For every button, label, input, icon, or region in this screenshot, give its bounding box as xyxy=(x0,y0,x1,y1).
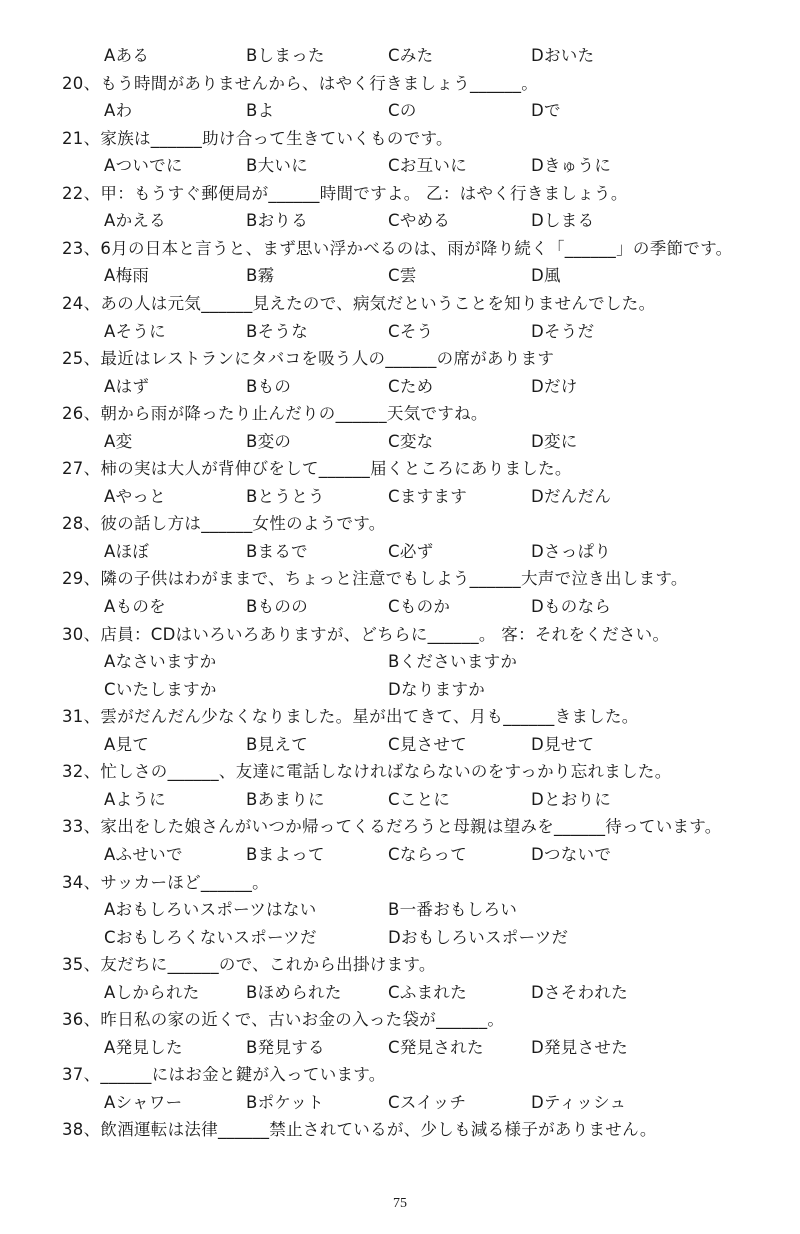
answer-option: Dつないで xyxy=(531,844,612,864)
options-row xyxy=(0,42,800,70)
answer-option: Dしまる xyxy=(531,211,595,231)
answer-option: Cスイッチ xyxy=(388,1092,467,1112)
answer-option: Aかえる xyxy=(104,211,166,231)
options-row xyxy=(0,1089,800,1117)
options-row xyxy=(0,262,800,290)
answer-option: C発見された xyxy=(388,1037,484,1057)
answer-option: Dだんだん xyxy=(531,486,612,506)
answer-option: Aある xyxy=(104,46,150,65)
question-text: 24、あの人は元気______見えたので、病気だということを知りませんでした。 xyxy=(62,293,656,313)
question-text: 36、昨日私の家の近くで、古いお金の入った袋が______。 xyxy=(62,1010,505,1030)
answer-option: Aやっと xyxy=(104,486,166,506)
answer-option: Aはず xyxy=(104,376,150,396)
answer-option: B霧 xyxy=(246,266,275,286)
answer-option: Aほぼ xyxy=(104,541,150,561)
question-text: 23、6月の日本と言うと、まず思い浮かべるのは、雨が降り続く「______」の季節です。 xyxy=(62,238,733,258)
answer-option: D見せて xyxy=(531,734,595,754)
answer-option: Dティッシュ xyxy=(531,1092,627,1112)
answer-option: Bよ xyxy=(246,101,275,121)
answer-option: Cため xyxy=(388,376,434,396)
answer-option: Cものか xyxy=(388,597,451,616)
question-text: 30、店員：CDはいろいろありますが、どちらに______。 客：それをください。 xyxy=(62,624,670,644)
question-row xyxy=(0,1116,800,1144)
options-row xyxy=(0,896,800,924)
answer-option: C変な xyxy=(388,431,434,451)
answer-option: Bもの xyxy=(246,376,292,396)
page-number: 75 xyxy=(393,1196,407,1211)
answer-option: Aように xyxy=(104,789,166,809)
answer-option: C必ず xyxy=(388,541,434,561)
options-row xyxy=(0,483,800,511)
answer-option: Dなりますか xyxy=(388,679,486,699)
answer-option: Dそうだ xyxy=(531,321,595,341)
options-row xyxy=(0,786,800,814)
answer-option: Aなさいますか xyxy=(104,652,217,672)
answer-option: Dで xyxy=(531,101,561,121)
options-row xyxy=(0,924,800,952)
question-text: 38、飲酒運転は法律______禁止されているが、少しも減る様子がありません。 xyxy=(62,1120,657,1140)
answer-option: Cお互いに xyxy=(388,156,468,176)
question-row xyxy=(0,345,800,373)
question-text: 37、______にはお金と鍵が入っています。 xyxy=(62,1065,386,1085)
answer-option: Dとおりに xyxy=(531,789,612,809)
question-row xyxy=(0,235,800,263)
options-row xyxy=(0,593,800,621)
question-text: 29、隣の子供はわがままで、ちょっと注意でもしよう______大声で泣き出します。 xyxy=(62,569,688,589)
options-row xyxy=(0,648,800,676)
question-row xyxy=(0,1006,800,1034)
answer-option: Bおりる xyxy=(246,211,309,231)
answer-option: B発見する xyxy=(246,1037,325,1057)
answer-option: Cみた xyxy=(388,46,434,65)
answer-option: Dおいた xyxy=(531,46,595,65)
question-row xyxy=(0,758,800,786)
answer-option: D風 xyxy=(531,266,561,286)
options-row xyxy=(0,152,800,180)
question-row xyxy=(0,125,800,153)
answer-option: Cならって xyxy=(388,844,468,864)
answer-option: Aふせいで xyxy=(104,844,183,864)
answer-option: A梅雨 xyxy=(104,266,150,286)
options-row xyxy=(0,318,800,346)
question-row xyxy=(0,290,800,318)
question-text: 31、雲がだんだん少なくなりました。星が出てきて、月も______きました。 xyxy=(62,707,639,727)
answer-option: A変 xyxy=(104,431,133,451)
question-text: 25、最近はレストランにタバコを吸う人の______の席があります xyxy=(62,349,555,369)
answer-option: Aおもしろいスポーツはない xyxy=(104,900,317,920)
options-row xyxy=(0,97,800,125)
answer-option: Dおもしろいスポーツだ xyxy=(388,927,569,947)
answer-option: Bほめられた xyxy=(246,982,342,1002)
options-row xyxy=(0,1034,800,1062)
question-text: 22、甲：もうすぐ郵便局が______時間ですよ。 乙：はやく行きましょう。 xyxy=(62,183,628,203)
answer-option: C雲 xyxy=(388,266,417,286)
question-row xyxy=(0,1061,800,1089)
question-row xyxy=(0,400,800,428)
answer-option: Bとうとう xyxy=(246,486,325,506)
options-row xyxy=(0,373,800,401)
answer-option: Dきゅうに xyxy=(531,156,612,176)
question-row xyxy=(0,510,800,538)
answer-option: Bまるで xyxy=(246,541,308,561)
answer-option: Cやめる xyxy=(388,211,451,231)
answer-option: Dさそわれた xyxy=(531,982,629,1002)
question-row xyxy=(0,813,800,841)
answer-option: Bしまった xyxy=(246,46,325,65)
answer-option: Bあまりに xyxy=(246,789,325,809)
question-text: 27、柿の実は大人が背伸びをして______届くところにありました。 xyxy=(62,459,572,479)
answer-option: Cの xyxy=(388,101,417,121)
question-text: 33、家出をした娘さんがいつか帰ってくるだろうと母親は望みを______待っています。 xyxy=(62,817,722,837)
question-row xyxy=(0,869,800,897)
options-row xyxy=(0,731,800,759)
question-text: 28、彼の話し方は______女性のようです。 xyxy=(62,514,386,534)
answer-option: Cことに xyxy=(388,789,451,809)
question-text: 32、忙しさの______、友達に電話しなければならないのをすっかり忘れました。 xyxy=(62,762,672,782)
answer-option: Aわ xyxy=(104,101,133,121)
options-row xyxy=(0,676,800,704)
options-row xyxy=(0,428,800,456)
options-row xyxy=(0,538,800,566)
answer-option: Aしかられた xyxy=(104,982,200,1002)
options-row xyxy=(0,207,800,235)
answer-option: A見て xyxy=(104,734,150,754)
question-row xyxy=(0,455,800,483)
question-text: 35、友だちに______ので、これから出掛けます。 xyxy=(62,955,436,975)
answer-option: Cふまれた xyxy=(388,982,468,1002)
answer-option: Bポケット xyxy=(246,1092,324,1112)
answer-option: Dだけ xyxy=(531,376,578,396)
question-text: 26、朝から雨が降ったり止んだりの______天気ですね。 xyxy=(62,404,488,424)
options-row xyxy=(0,841,800,869)
answer-option: Bくださいますか xyxy=(388,652,518,672)
answer-option: Bまよって xyxy=(246,844,325,864)
answer-option: Aそうに xyxy=(104,321,166,341)
answer-option: D発見させた xyxy=(531,1037,629,1057)
answer-option: Aついでに xyxy=(104,156,183,176)
answer-option: Aものを xyxy=(104,597,166,616)
answer-option: A発見した xyxy=(104,1037,183,1057)
question-row xyxy=(0,70,800,98)
answer-option: B変の xyxy=(246,431,292,451)
answer-option: Cおもしろくないスポーツだ xyxy=(104,927,317,947)
answer-option: Aシャワー xyxy=(104,1092,183,1112)
options-row xyxy=(0,979,800,1007)
answer-option: Cそう xyxy=(388,321,434,341)
answer-option: Bそうな xyxy=(246,321,309,341)
answer-option: Cいたしますか xyxy=(104,679,217,699)
question-row xyxy=(0,703,800,731)
answer-option: B大いに xyxy=(246,156,309,176)
question-row xyxy=(0,951,800,979)
question-text: 20、もう時間がありませんから、はやく行きましょう______。 xyxy=(62,73,539,93)
answer-option: Bものの xyxy=(246,597,309,616)
answer-option: Dさっぱり xyxy=(531,541,612,561)
answer-option: C見させて xyxy=(388,734,468,754)
question-row xyxy=(0,621,800,649)
answer-option: B見えて xyxy=(246,734,309,754)
answer-option: D変に xyxy=(531,431,578,451)
answer-option: Cますます xyxy=(388,486,468,506)
question-row xyxy=(0,180,800,208)
question-text: 34、サッカーほど______。 xyxy=(62,872,269,892)
answer-option: B一番おもしろい xyxy=(388,900,518,920)
answer-option: Dものなら xyxy=(531,597,612,616)
question-text: 21、家族は______助け合って生きていくものです。 xyxy=(62,128,453,148)
question-row xyxy=(0,565,800,593)
